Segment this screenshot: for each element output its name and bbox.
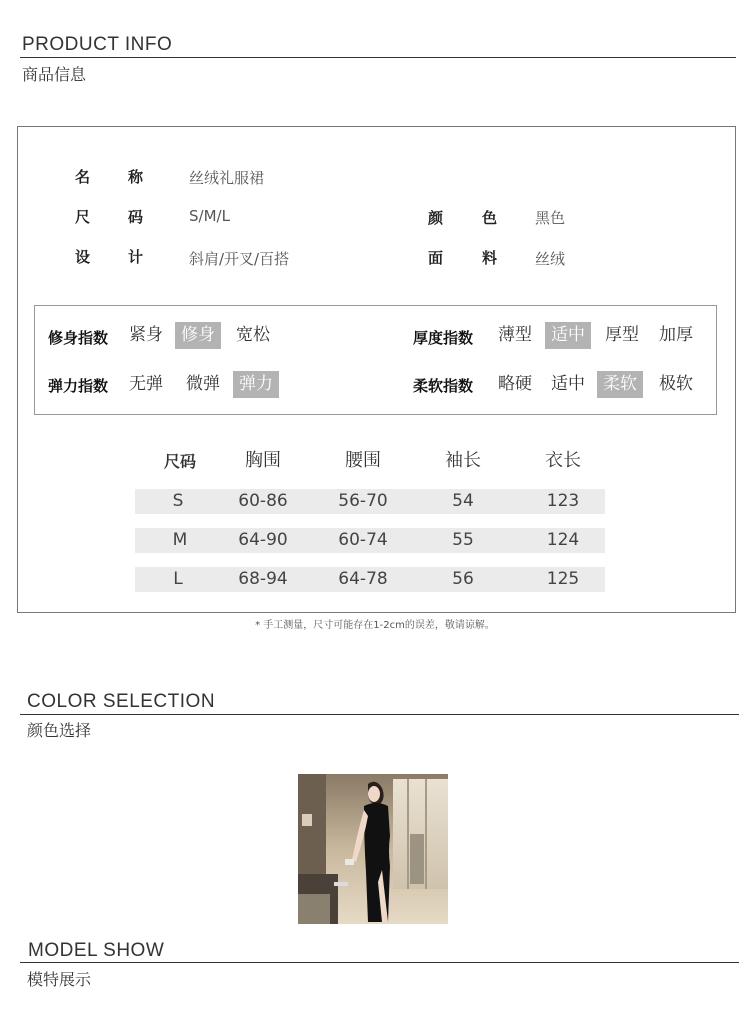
thickness-option-medium-selected: 适中 — [545, 322, 591, 349]
design-label-1: 设 — [75, 248, 91, 266]
name-value: 丝绒礼服裙 — [189, 169, 265, 187]
product-info-subtitle: 商品信息 — [22, 65, 87, 84]
table-cell-waist: 56-70 — [338, 491, 388, 511]
elasticity-option-stretch-selected: 弹力 — [233, 371, 279, 398]
color-selection-divider — [20, 714, 739, 715]
color-selection-subtitle: 颜色选择 — [27, 721, 92, 740]
table-cell-length: 123 — [546, 491, 580, 511]
table-cell-chest: 60-86 — [238, 491, 288, 511]
table-cell-chest: 64-90 — [238, 530, 288, 550]
elasticity-index-label: 弹力指数 — [48, 377, 109, 395]
measurement-note: * 手工测量，尺寸可能存在1-2cm的误差，敬请谅解。 — [255, 620, 495, 631]
table-cell-size: L — [173, 569, 183, 589]
design-value: 斜肩/开叉/百搭 — [189, 250, 290, 268]
softness-option-firm: 略硬 — [498, 374, 532, 394]
softness-option-medium: 适中 — [551, 374, 585, 394]
fabric-value: 丝绒 — [535, 250, 566, 268]
model-photo-image — [298, 774, 448, 924]
table-cell-sleeve: 54 — [452, 491, 474, 511]
table-header-waist: 腰围 — [345, 450, 381, 471]
size-value: S/M/L — [189, 207, 230, 225]
table-cell-chest: 68-94 — [238, 569, 288, 589]
fabric-label-1: 面 — [428, 249, 444, 267]
size-label-2: 码 — [128, 208, 144, 226]
table-cell-waist: 60-74 — [338, 530, 388, 550]
elasticity-option-slight: 微弹 — [186, 374, 220, 394]
design-label-2: 计 — [128, 248, 144, 266]
thickness-option-thick: 厚型 — [605, 325, 639, 345]
thickness-option-extra-thick: 加厚 — [659, 325, 693, 345]
fit-index-label: 修身指数 — [48, 329, 109, 347]
name-label-2: 称 — [128, 168, 144, 186]
table-cell-length: 124 — [546, 530, 580, 550]
fit-option-tight: 紧身 — [129, 325, 163, 345]
size-label-1: 尺 — [75, 208, 91, 226]
softness-option-soft-selected: 柔软 — [597, 371, 643, 398]
softness-index-label: 柔软指数 — [413, 377, 474, 395]
elasticity-option-none: 无弹 — [129, 374, 163, 394]
model-show-title: MODEL SHOW — [28, 940, 165, 961]
color-value: 黑色 — [535, 209, 566, 227]
color-label-2: 色 — [482, 209, 498, 227]
model-show-subtitle: 模特展示 — [27, 970, 92, 989]
model-show-divider — [20, 962, 739, 963]
thickness-index-label: 厚度指数 — [413, 329, 474, 347]
name-label-1: 名 — [75, 168, 91, 186]
softness-option-very-soft: 极软 — [659, 374, 693, 394]
table-cell-sleeve: 55 — [452, 530, 474, 550]
product-photo-black[interactable] — [298, 774, 448, 924]
table-header-sleeve: 袖长 — [445, 450, 481, 471]
table-cell-size: S — [172, 491, 184, 511]
color-selection-title: COLOR SELECTION — [27, 691, 216, 712]
table-cell-size: M — [172, 530, 188, 550]
table-cell-length: 125 — [546, 569, 580, 589]
product-info-divider — [20, 57, 736, 58]
table-header-length: 衣长 — [545, 450, 581, 471]
thickness-option-thin: 薄型 — [498, 325, 532, 345]
table-cell-waist: 64-78 — [338, 569, 388, 589]
table-cell-sleeve: 56 — [452, 569, 474, 589]
table-header-chest: 胸围 — [245, 450, 281, 471]
product-info-title: PRODUCT INFO — [22, 34, 173, 55]
fit-option-slim-selected: 修身 — [175, 322, 221, 349]
table-header-size: 尺码 — [163, 452, 196, 471]
fit-option-loose: 宽松 — [236, 325, 270, 345]
fabric-label-2: 料 — [482, 249, 498, 267]
color-label-1: 颜 — [428, 209, 444, 227]
